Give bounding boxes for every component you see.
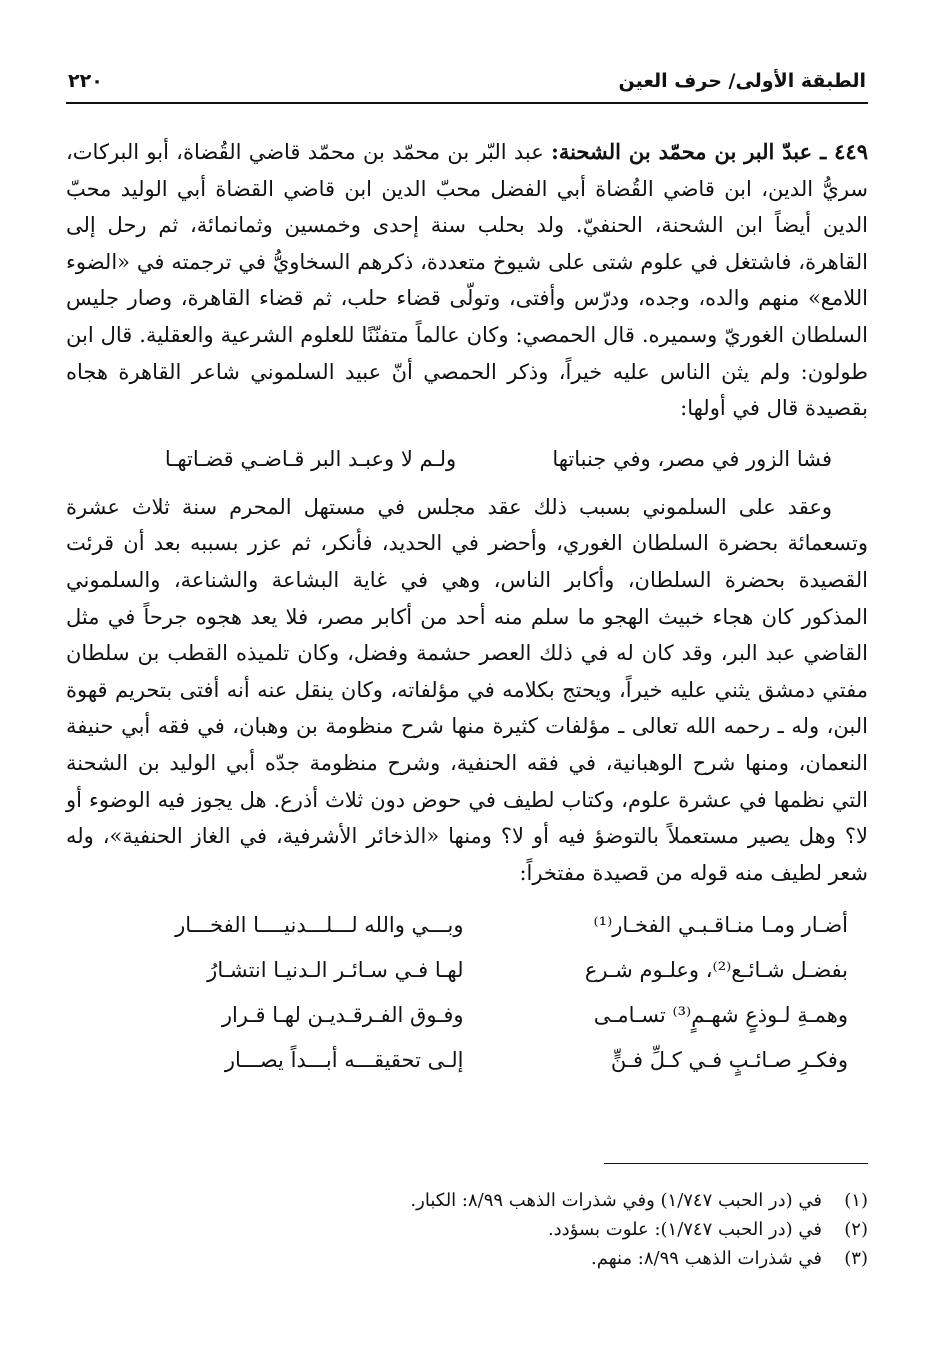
entry-title: ٤٤٩ ـ عبدّ البر بن محمّد بن الشحنة: (551, 139, 868, 164)
poem-verse (136, 993, 848, 1038)
footnote-number: (٢) (844, 1219, 868, 1240)
footnote-rule (604, 1163, 868, 1164)
footnote (66, 1186, 868, 1215)
footnote (66, 1215, 868, 1244)
poem-hemistich-first: وهمـةِ لـوذعٍ شهـمٍ⁽³⁾ تسـامـى (593, 1003, 848, 1028)
poem-hemistich-second: لهـا فـي سـائـر الـدنيـا انتشـارُ (207, 958, 464, 983)
running-title: الطبقة الأولى/ حرف العين (618, 70, 866, 92)
footnotes (66, 1186, 868, 1273)
verse-hemistich-second: ولـم لا وعبـد البر قـاضـي قضـاتهـا (164, 446, 457, 471)
footnote-number: (١) (844, 1190, 868, 1211)
poem (136, 903, 848, 1083)
page-header (68, 66, 866, 96)
header-rule (66, 102, 868, 104)
poem-verse (136, 948, 848, 993)
entry-body-1: عبد البّر بن محمّد بن محمّد قاضي القُضاة، أبو البركات، سريُّ الدين، ابن قاضي القُضاة أبي الفضل محبّ الدين ابن قاضي القضاة أبي الوليد محبّ الدين أيضاً ابن الشحنة، الحنفيّ. ولد بحلب سنة إحدى وخمسين وثمانمائة، ثم رحل إلى القاهرة، فاشتغل في علوم شتى على شيوخ متعددة، ذكرهم السخاويُّ في ترجمته في «الضوء اللامع» منهم والده، وجده، ودرّس وأفتى، وتولّى قضاء حلب، ثم قضاء القاهرة، وصار جليس السلطان الغوريّ وسميره. قال الحمصي: وكان عالماً متفنّنًا للعلوم الشرعية والعقلية. قال ابن طولون: ولم يثن الناس عليه خيراً، وذكر الحمصي أنّ عبيد السلموني شاعر القاهرة هجاه بقصيدة قال في أولها: (66, 140, 868, 421)
poem-hemistich-first: بفضـل شـائـع⁽²⁾، وعلـوم شـرع (584, 958, 848, 983)
footnote-text: في (در الحبب ١/٧٤٧): علوت بسؤدد. (547, 1219, 822, 1240)
main-text (66, 134, 868, 1083)
poem-hemistich-first: وفكـرِ صـائـبٍ فـي كـلِّ فـنٍّ (610, 1048, 848, 1073)
footnote-number: (٣) (844, 1248, 868, 1269)
footnote-text: في شذرات الذهب ٨/٩٩: منهم. (591, 1248, 822, 1269)
poem-hemistich-first: أضـار ومـا منـاقـبـي الفخـار⁽¹⁾ (593, 913, 848, 938)
poem-hemistich-second: وبـــي والله لـــلـــدنيــــا الفخـــار (175, 913, 464, 938)
poem-verse (136, 903, 848, 948)
footnote-text: في (در الحبب ١/٧٤٧) وفي شذرات الذهب ٨/٩٩: الكبار. (410, 1190, 822, 1211)
poem-hemistich-second: وفـوق الفـرقـديـن لهـا قـرار (221, 1003, 464, 1028)
entry-paragraph-2 (66, 489, 868, 892)
page-number: ٢٢٠ (68, 70, 103, 92)
entry-paragraph-1 (66, 134, 868, 427)
poem-verse (136, 1038, 848, 1083)
verse-line (136, 441, 832, 477)
poem-hemistich-second: إلـى تحقيقـــه أبـــداً يصـــار (224, 1048, 464, 1073)
footnote (66, 1244, 868, 1273)
entry-body-2: وعقد على السلموني بسبب ذلك عقد مجلس في مستهل المحرم سنة ثلاث عشرة وتسعمائة بحضرة السلطان الغوري، وأحضر في الحديد، فأنكر، ثم عزر بسببه بعد أن قرئت القصيدة بحضرة السلطان، وأكابر الناس، وهي في غاية البشاعة والشناعة، والسلموني المذكور كان هجاء خبيث الهجو ما سلم منه أحد من أكابر مصر، فلا يعد هجوه جرحاً في مثل القاضي عبد البر، وقد كان له في ذلك العصر حشمة وفضل، وكان تلميذه القطب بن سلطان مفتي دمشق يثني عليه خيراً، ويحتج بكلامه في مؤلفاته، وكان ينقل عنه أنه أفتى بتحريم قهوة البن، وله ـ رحمه الله تعالى ـ مؤلفات كثيرة منها شرح منظومة بن وهبان، في فقه أبي حنيفة النعمان، ومنها شرح الوهبانية، في فقه الحنفية، وشرح منظومة جدّه أبي الوليد بن الشحنة التي نظمها في عشرة علوم، وكتاب لطيف في حوض دون ثلاث أذرع. هل يجوز فيه الوضوء أو لا؟ وهل يصير مستعملاً بالتوضؤ فيه أو لا؟ ومنها «الذخائر الأشرفية، في الغاز الحنفية»، وله شعر لطيف منه قوله من قصيدة مفتخراً: (66, 494, 868, 885)
verse-hemistich-first: فشا الزور في مصر، وفي جنباتها (552, 446, 832, 471)
